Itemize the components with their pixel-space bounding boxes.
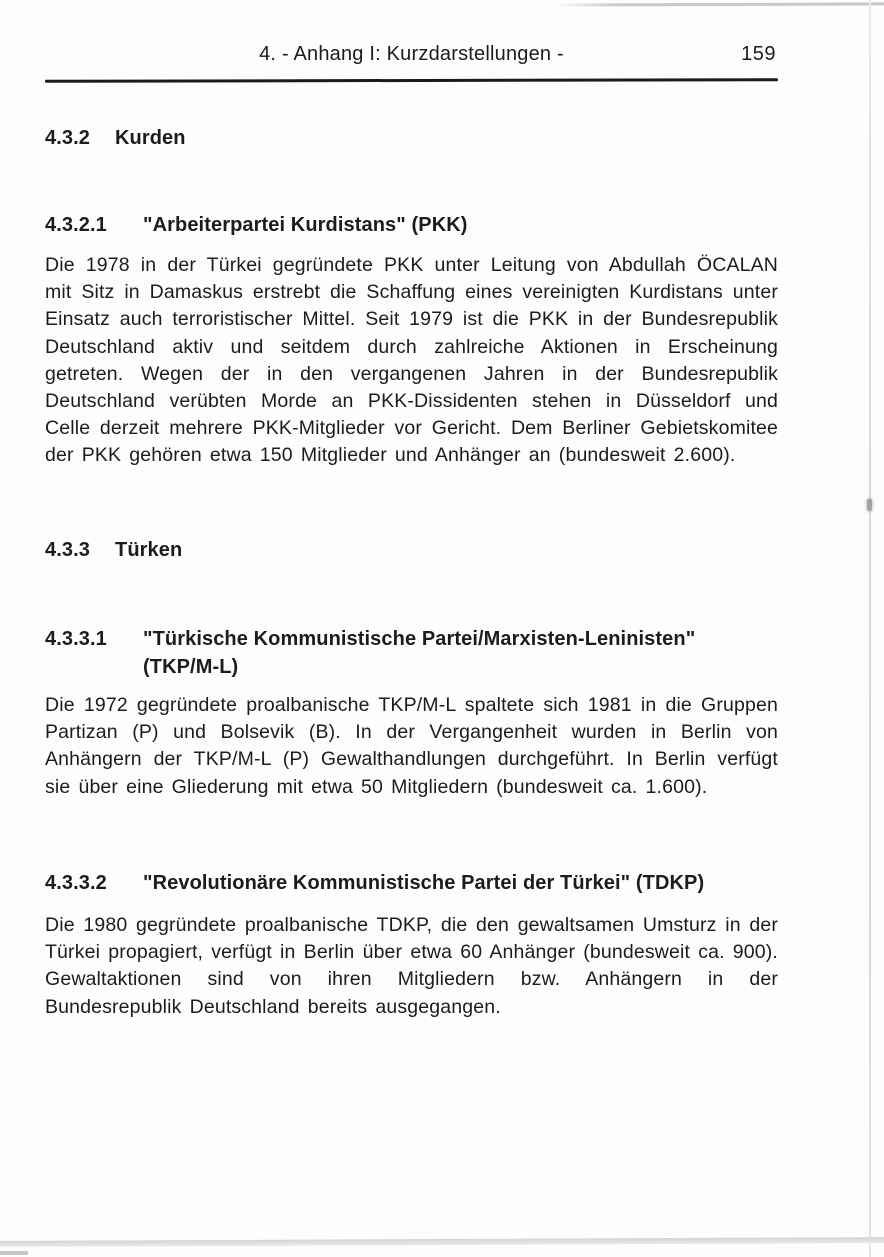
- section-heading-tuerken: [45, 536, 785, 564]
- section-number: 4.3.3.1: [45, 628, 107, 650]
- section-number: 4.3.3: [45, 539, 90, 561]
- section-title: "Arbeiterpartei Kurdistans" (PKK): [143, 214, 468, 236]
- section-title: Türken: [115, 539, 183, 561]
- section-title-line2: (TKP/M-L): [143, 656, 239, 678]
- section-title: "Revolutionäre Kommunistische Partei der Türkei" (TDKP): [143, 872, 705, 894]
- page-number: 159: [741, 43, 776, 65]
- scan-artifact-top-right-line: [556, 2, 884, 6]
- paragraph-pkk: Die 1978 in der Türkei gegründete PKK unter Leitung von Abdullah ÖCALAN mit Sitz in Damaskus erstrebt die Schaffung eines vereinigten Kurdistans unter Einsatz auch terroristischer Mittel. Seit 1979 ist die PKK in der Bundesrepublik Deutschland aktiv und seitdem durch zahlreiche Aktionen in Erscheinung getreten. Wegen der in den vergangenen Jahren in der Bundesrepublik Deutschland verübten Morde an PKK-Dissidenten stehen in Düsseldorf und Celle derzeit mehrere PKK-Mitglieder vor Gericht. Dem Berliner Gebietskomitee der PKK gehören etwa 150 Mitglieder und Anhänger an (bundesweit 2.600).: [45, 254, 778, 467]
- scan-artifact-bottom-line: [0, 1237, 884, 1247]
- section-number: 4.3.3.2: [45, 872, 107, 894]
- page-header: [45, 42, 778, 66]
- paragraph-tkpml: Die 1972 gegründete proalbanische TKP/M-L spaltete sich 1981 in die Gruppen Partizan (P) und Bolsevik (B). In der Vergangenheit wurden in Berlin von Anhängern der TKP/M-L (P) Gewalthandlungen durchgeführt. In Berlin verfügt sie über eine Gliederung mit etwa 50 Mitgliedern (bundesweit ca. 1.600).: [45, 694, 778, 798]
- section-heading-pkk: [45, 211, 785, 239]
- paragraph-tdkp: Die 1980 gegründete proalbanische TDKP, die den gewaltsamen Umsturz in der Türkei propagiert, verfügt in Berlin über etwa 60 Anhänger (bundesweit ca. 900). Gewaltaktionen sind von ihren Mitgliedern bzw. Anhängern in der Bundesrepublik Deutschland bereits ausgegangen.: [45, 914, 778, 1018]
- section-heading-kurden: [45, 124, 785, 152]
- section-number: 4.3.2.1: [45, 214, 107, 236]
- header-divider-rule: [45, 78, 778, 83]
- section-title: Kurden: [115, 127, 186, 149]
- section-title: [143, 625, 785, 681]
- section-heading-tkpml: [45, 625, 785, 681]
- section-heading-tdkp: [45, 869, 785, 897]
- section-title-line1: "Türkische Kommunistische Partei/Marxisten-Leninisten": [143, 628, 696, 650]
- scan-artifact-bottom-left-mark: [0, 1251, 28, 1255]
- section-number: 4.3.2: [45, 127, 90, 149]
- running-header-title: 4. - Anhang I: Kurzdarstellungen -: [259, 43, 564, 65]
- scan-artifact-right-edge-line: [869, 0, 871, 1257]
- scan-artifact-right-edge-mark: [867, 499, 872, 511]
